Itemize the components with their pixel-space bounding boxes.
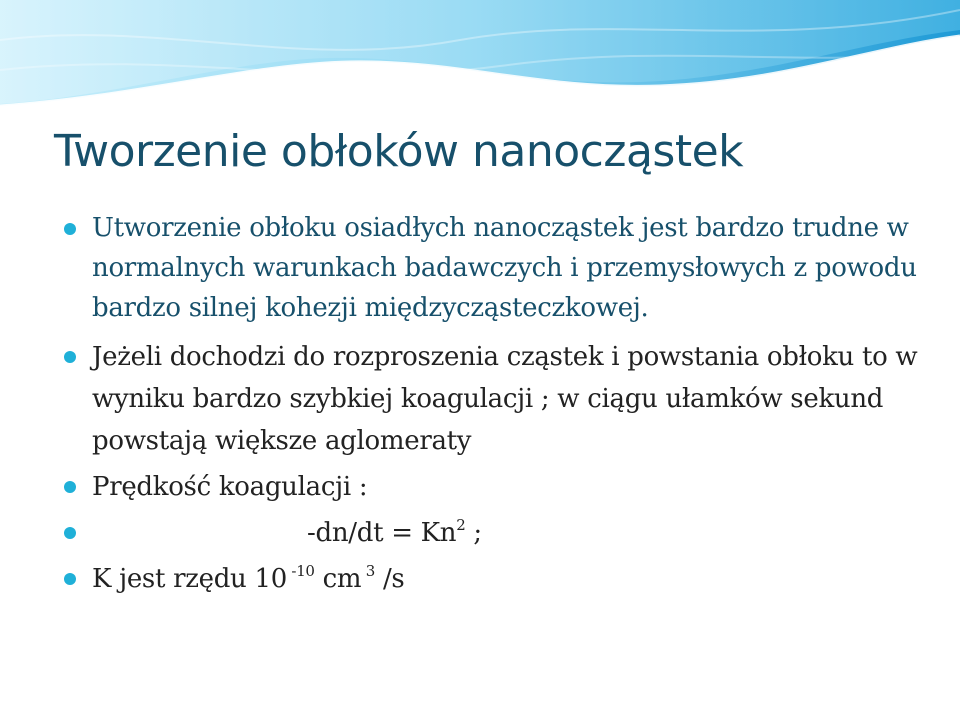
coagulation-formula (307, 512, 482, 554)
bullet-dot-icon (64, 351, 76, 363)
slide-title: Tworzenie obłoków nanocząstek (54, 126, 744, 177)
formula-suffix: ; (465, 518, 482, 548)
formula-exponent: 2 (456, 516, 466, 534)
constant-suffix: /s (375, 564, 405, 594)
header-banner (0, 0, 960, 112)
constant-text (92, 564, 404, 594)
bullet-item-constant (64, 558, 924, 600)
bullet-text: Jeżeli dochodzi do rozproszenia cząstek i powstania obłoku to w wyniku bardzo szybkiej koagulacji ; w ciągu ułamków sekund powstają większe aglomeraty (92, 342, 918, 456)
bullet-item (64, 466, 924, 508)
bullet-list (64, 208, 924, 600)
constant-prefix: K jest rzędu 10 (92, 564, 287, 594)
bullet-dot-icon (64, 573, 76, 585)
bullet-dot-icon (64, 481, 76, 493)
bullet-item-formula (64, 512, 924, 554)
bullet-text: Utworzenie obłoku osiadłych nanocząstek jest bardzo trudne w normalnych warunkach badawczych i przemysłowych z powodu bardzo silnej kohezji międzycząsteczkowej. (92, 213, 917, 323)
bullet-dot-icon (64, 223, 76, 235)
constant-unit: cm (314, 564, 362, 594)
constant-exponent-1: -10 (286, 562, 315, 580)
bullet-dot-icon (64, 527, 76, 539)
bullet-text: Prędkość koagulacji : (92, 472, 368, 502)
bullet-item (64, 336, 924, 462)
formula-prefix: -dn/dt = Kn (307, 518, 457, 548)
constant-exponent-2: 3 (361, 562, 375, 580)
bullet-item (64, 208, 924, 328)
wave-decoration (0, 0, 960, 112)
